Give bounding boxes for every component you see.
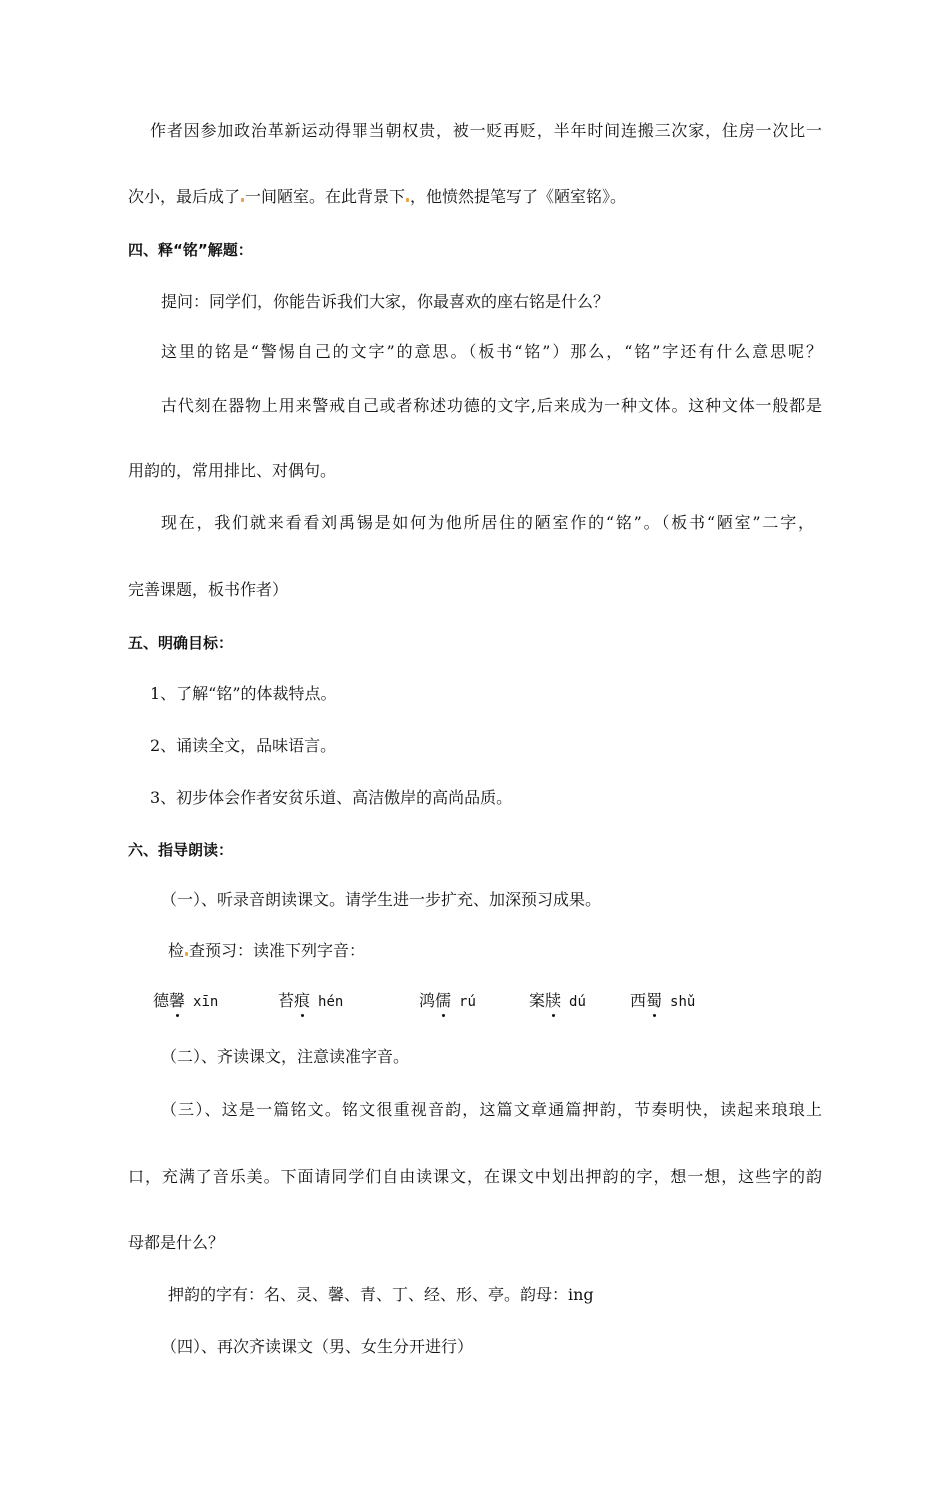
- edit-mark-icon: [406, 198, 409, 202]
- section-4-question: 提问：同学们，你能告诉我们大家，你最喜欢的座右铭是什么？: [161, 292, 610, 311]
- section-5-heading: 五、明确目标：: [128, 634, 234, 652]
- section-6-heading: 六、指导朗读：: [128, 841, 234, 859]
- intro-line-2b: 一间陋室。在此背景下: [245, 187, 406, 206]
- intro-line-2: [128, 187, 626, 207]
- section-6-step-4: （四）、再次齐读课文（男、女生分开进行）: [161, 1337, 474, 1356]
- emphasis-char: 儒: [435, 991, 452, 1010]
- section-6-step-1: （一）、听录音朗读课文。请学生进一步扩充、加深预习成果。: [161, 890, 602, 909]
- goal-item-1: 1、了解“铭”的体裁特点。: [150, 684, 337, 703]
- pinyin-item: 鸿儒 rú: [419, 991, 476, 1010]
- edit-mark-icon: [185, 952, 188, 956]
- pinyin-item: 苔痕 hén: [278, 991, 344, 1010]
- pinyin-text: xīn: [193, 994, 219, 1010]
- section-6-step-2: （二）、齐读课文，注意读准字音。: [161, 1047, 410, 1066]
- pinyin-text: rú: [459, 994, 476, 1010]
- pinyin-item: 德馨 xīn: [153, 991, 219, 1010]
- emphasis-char: 蜀: [646, 991, 663, 1010]
- section-6-step-3-line-1: （三）、这是一篇铭文。铭文很重视音韵，这篇文章通篇押韵，节奏明快，读起来琅琅上: [161, 1100, 822, 1119]
- pinyin-text: shǔ: [670, 994, 696, 1010]
- section-4-para-1: 这里的铭是“警惕自己的文字”的意思。（板书“铭”）那么，“铭”字还有什么意思呢？: [161, 342, 822, 361]
- emphasis-char: 馨: [169, 991, 186, 1010]
- section-4-para-2-line-2: 用韵的，常用排比、对偶句。: [128, 461, 337, 480]
- goal-item-3: 3、初步体会作者安贫乐道、高洁傲岸的高尚品质。: [150, 788, 513, 807]
- section-4-para-3-line-2: 完善课题，板书作者）: [128, 580, 289, 599]
- emphasis-char: 牍: [545, 991, 562, 1010]
- section-4-para-3-line-1: 现在，我们就来看看刘禹锡是如何为他所居住的陋室作的“铭”。（板书“陋室”二字，: [161, 513, 814, 532]
- goal-item-2: 2、诵读全文，品味语言。: [150, 736, 337, 755]
- check-preview-a: 检: [168, 941, 185, 960]
- emphasis-char: 痕: [294, 991, 311, 1010]
- intro-line-2c: ，他愤然提笔写了《陋室铭》。: [410, 187, 627, 206]
- check-preview-line: [168, 941, 365, 961]
- intro-line-1: 作者因参加政治革新运动得罪当朝权贵，被一贬再贬，半年时间连搬三次家，住房一次比一: [150, 121, 822, 140]
- section-6-step-3-line-3: 母都是什么？: [128, 1233, 225, 1252]
- check-preview-b: 查预习：读准下列字音：: [189, 941, 366, 960]
- section-6-step-3-line-2: 口，充满了音乐美。下面请同学们自由读课文，在课文中划出押韵的字，想一想，这些字的韵: [128, 1167, 822, 1186]
- pinyin-item: 西蜀 shǔ: [630, 991, 696, 1010]
- intro-line-2a: 次小，最后成了: [128, 187, 241, 206]
- section-4-heading: 四、释“铭”解题：: [128, 241, 253, 259]
- pinyin-text: dú: [569, 994, 586, 1010]
- edit-mark-icon: [241, 198, 244, 202]
- rhyme-chars-line: 押韵的字有：名、灵、馨、青、丁、经、形、亭。韵母：ing: [168, 1285, 594, 1304]
- pinyin-item: 案牍 dú: [529, 991, 586, 1010]
- section-4-para-2-line-1: 古代刻在器物上用来警戒自己或者称述功德的文字,后来成为一种文体。这种文体一般都是: [161, 396, 822, 415]
- pinyin-text: hén: [318, 994, 344, 1010]
